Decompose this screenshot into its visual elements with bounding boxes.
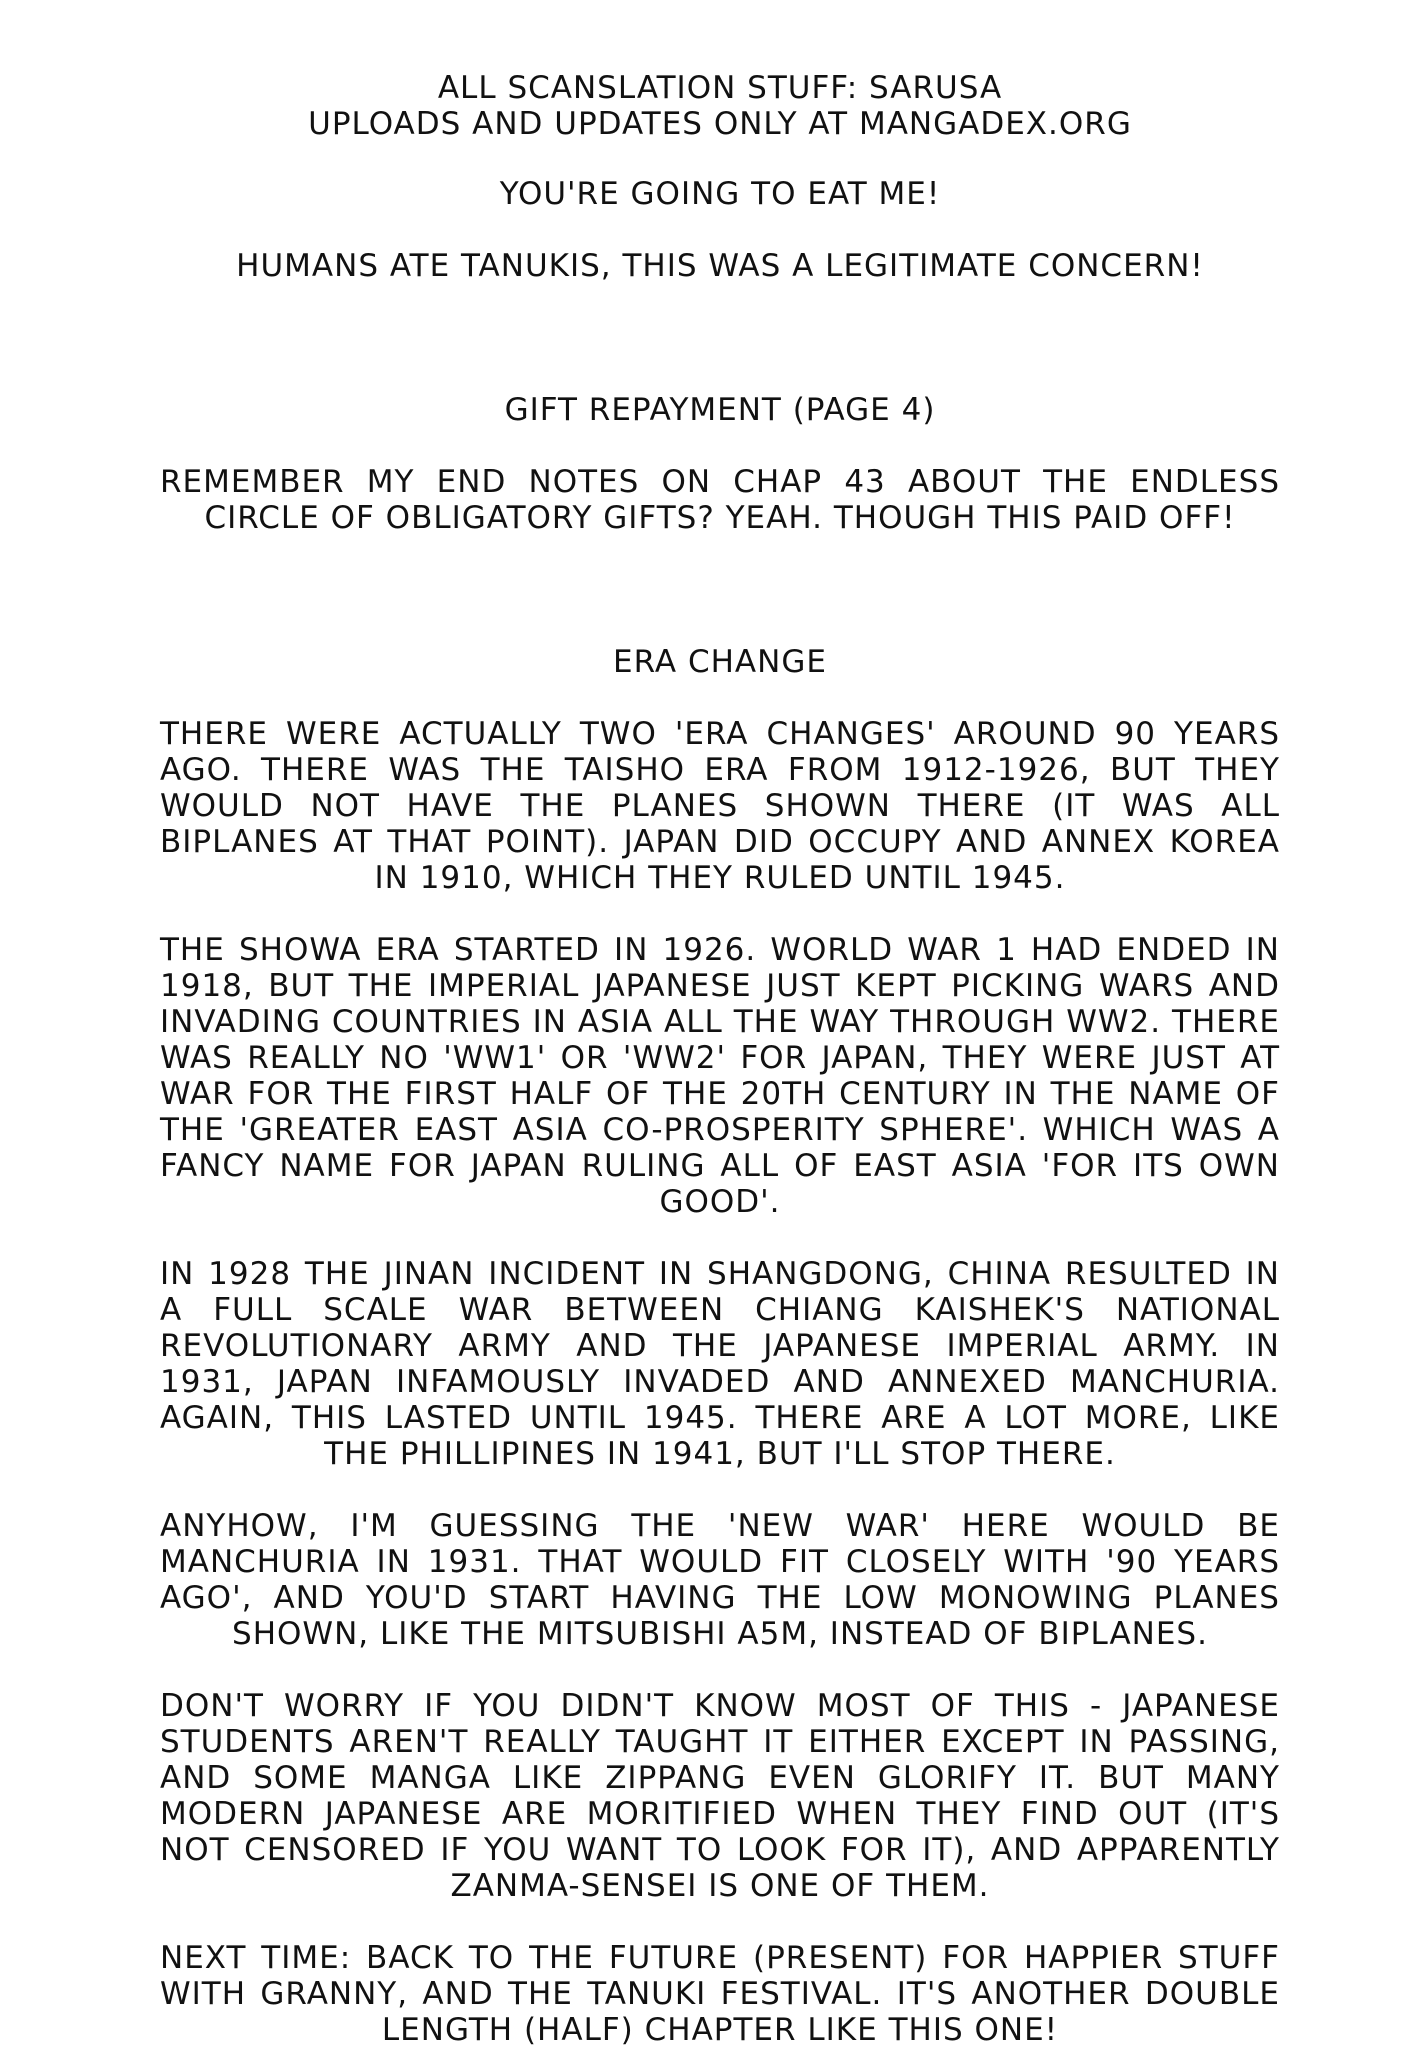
era-paragraph: ANYHOW, I'M GUESSING THE 'NEW WAR' HERE WOULD BE MANCHURIA IN 1931. THAT WOULD FIT CLOSELY WITH '90 YEARS AGO', AND YOU'D START HAVING THE LOW MONOWING PLANES SHOWN, LIKE THE MITSUBISHI A5M, INSTEAD OF BIPLANES.: [160, 1508, 1280, 1652]
credits-line: ALL SCANSLATION STUFF: SARUSA: [437, 70, 1003, 106]
section-heading-gift: GIFT REPAYMENT (PAGE 4): [504, 392, 936, 428]
era-paragraph: THERE WERE ACTUALLY TWO 'ERA CHANGES' AROUND 90 YEARS AGO. THERE WAS THE TAISHO ERA FROM 1912-1926, BUT THEY WOULD NOT HAVE THE PLANES SHOWN THERE (IT WAS ALL BIPLANES AT THAT POINT). JAPAN DID OCCUPY AND ANNEX KOREA IN 1910, WHICH THEY RULED UNTIL 1945.: [160, 716, 1280, 896]
era-paragraph: IN 1928 THE JINAN INCIDENT IN SHANGDONG, CHINA RESULTED IN A FULL SCALE WAR BETWEEN CHIANG KAISHEK'S NATIONAL REVOLUTIONARY ARMY AND THE JAPANESE IMPERIAL ARMY. IN 1931, JAPAN INFAMOUSLY INVADED AND ANNEXED MANCHURIA. AGAIN, THIS LASTED UNTIL 1945. THERE ARE A LOT MORE, LIKE THE PHILLIPINES IN 1941, BUT I'LL STOP THERE.: [160, 1256, 1280, 1472]
era-paragraph: DON'T WORRY IF YOU DIDN'T KNOW MOST OF THIS - JAPANESE STUDENTS AREN'T REALLY TAUGHT IT EITHER EXCEPT IN PASSING, AND SOME MANGA LIKE ZIPPANG EVEN GLORIFY IT. BUT MANY MODERN JAPANESE ARE MORITIFIED WHEN THEY FIND OUT (IT'S NOT CENSORED IF YOU WANT TO LOOK FOR IT), AND APPARENTLY ZANMA-SENSEI IS ONE OF THEM.: [160, 1688, 1280, 1904]
gift-note-paragraph: REMEMBER MY END NOTES ON CHAP 43 ABOUT THE ENDLESS CIRCLE OF OBLIGATORY GIFTS? YEAH. THOUGH THIS PAID OFF!: [160, 464, 1280, 536]
translation-notes-page: [160, 70, 1280, 2048]
quote-note: HUMANS ATE TANUKIS, THIS WAS A LEGITIMATE CONCERN!: [236, 248, 1204, 284]
section-heading-era: ERA CHANGE: [613, 644, 827, 680]
credits-line: UPLOADS AND UPDATES ONLY AT MANGADEX.ORG: [308, 106, 1132, 142]
credits-block: [160, 70, 1280, 142]
next-time-paragraph: NEXT TIME: BACK TO THE FUTURE (PRESENT) FOR HAPPIER STUFF WITH GRANNY, AND THE TANUKI FESTIVAL. IT'S ANOTHER DOUBLE LENGTH (HALF) CHAPTER LIKE THIS ONE!: [160, 1940, 1280, 2048]
quote-title: YOU'RE GOING TO EAT ME!: [499, 176, 941, 212]
era-paragraph: THE SHOWA ERA STARTED IN 1926. WORLD WAR 1 HAD ENDED IN 1918, BUT THE IMPERIAL JAPANESE JUST KEPT PICKING WARS AND INVADING COUNTRIES IN ASIA ALL THE WAY THROUGH WW2. THERE WAS REALLY NO 'WW1' OR 'WW2' FOR JAPAN, THEY WERE JUST AT WAR FOR THE FIRST HALF OF THE 20TH CENTURY IN THE NAME OF THE 'GREATER EAST ASIA CO-PROSPERITY SPHERE'. WHICH WAS A FANCY NAME FOR JAPAN RULING ALL OF EAST ASIA 'FOR ITS OWN GOOD'.: [160, 932, 1280, 1220]
